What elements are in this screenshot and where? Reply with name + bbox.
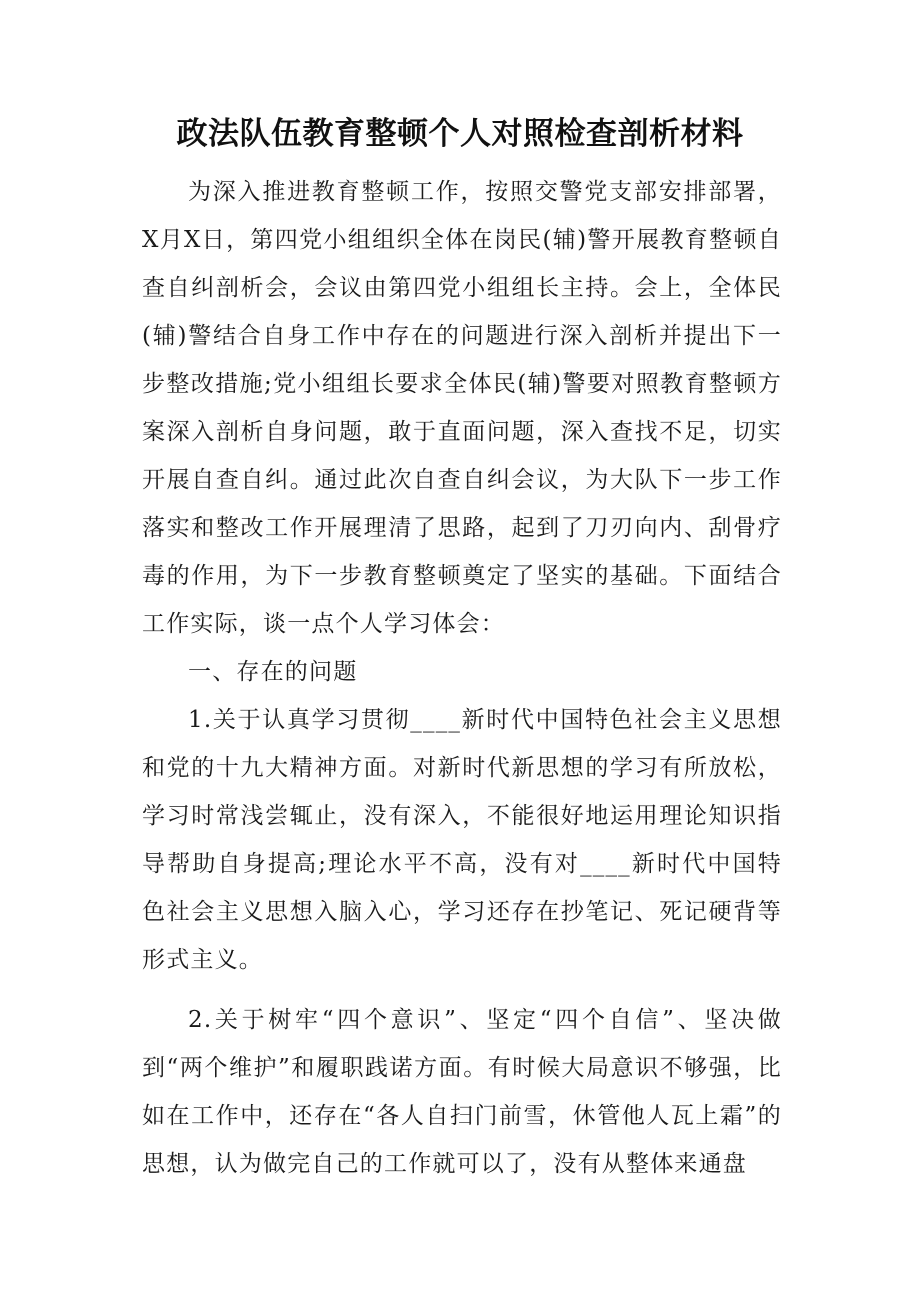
paragraph-gap <box>142 984 782 996</box>
section-heading-problems: 一、存在的问题 <box>188 659 358 685</box>
document-title: 政法队伍教育整顿个人对照检查剖析材料 <box>176 116 744 152</box>
paragraph-intro: 为深入推进教育整顿工作，按照交警党支部安排部署，X月X日，第四党小组组织全体在岗民(辅)警开展教育整顿自查自纠剖析会，会议由第四党小组组长主持。会上，全体民(辅)警结合自身工作中存在的问题进行深入剖析并提出下一步整改措施;党小组组长要求全体民(辅)警要对照教育整顿方案深入剖析自身问题，敢于直面问题，深入查找不足，切实开展自查自纠。通过此次自查自纠会议，为大队下一步工作落实和整改工作开展理清了思路，起到了刀刃向内、刮骨疗毒的作用，为下一步教育整顿奠定了坚实的基础。下面结合工作实际，谈一点个人学习体会： <box>142 179 782 637</box>
paragraph-item-1: 1.关于认真学习贯彻____新时代中国特色社会主义思想和党的十九大精神方面。对新时代新思想的学习有所放松，学习时常浅尝辄止，没有深入，不能很好地运用理论知识指导帮助自身提高;理论水平不高，没有对____新时代中国特色社会主义思想入脑入心，学习还存在抄笔记、死记硬背等形式主义。 <box>142 707 782 973</box>
document-body <box>142 168 782 1188</box>
paragraph-item-2: 2.关于树牢“四个意识”、坚定“四个自信”、坚决做到“两个维护”和履职践诺方面。有时候大局意识不够强，比如在工作中，还存在“各人自扫门前雪，休管他人瓦上霜”的思想，认为做完自己的工作就可以了，没有从整体来通盘 <box>142 1007 782 1177</box>
